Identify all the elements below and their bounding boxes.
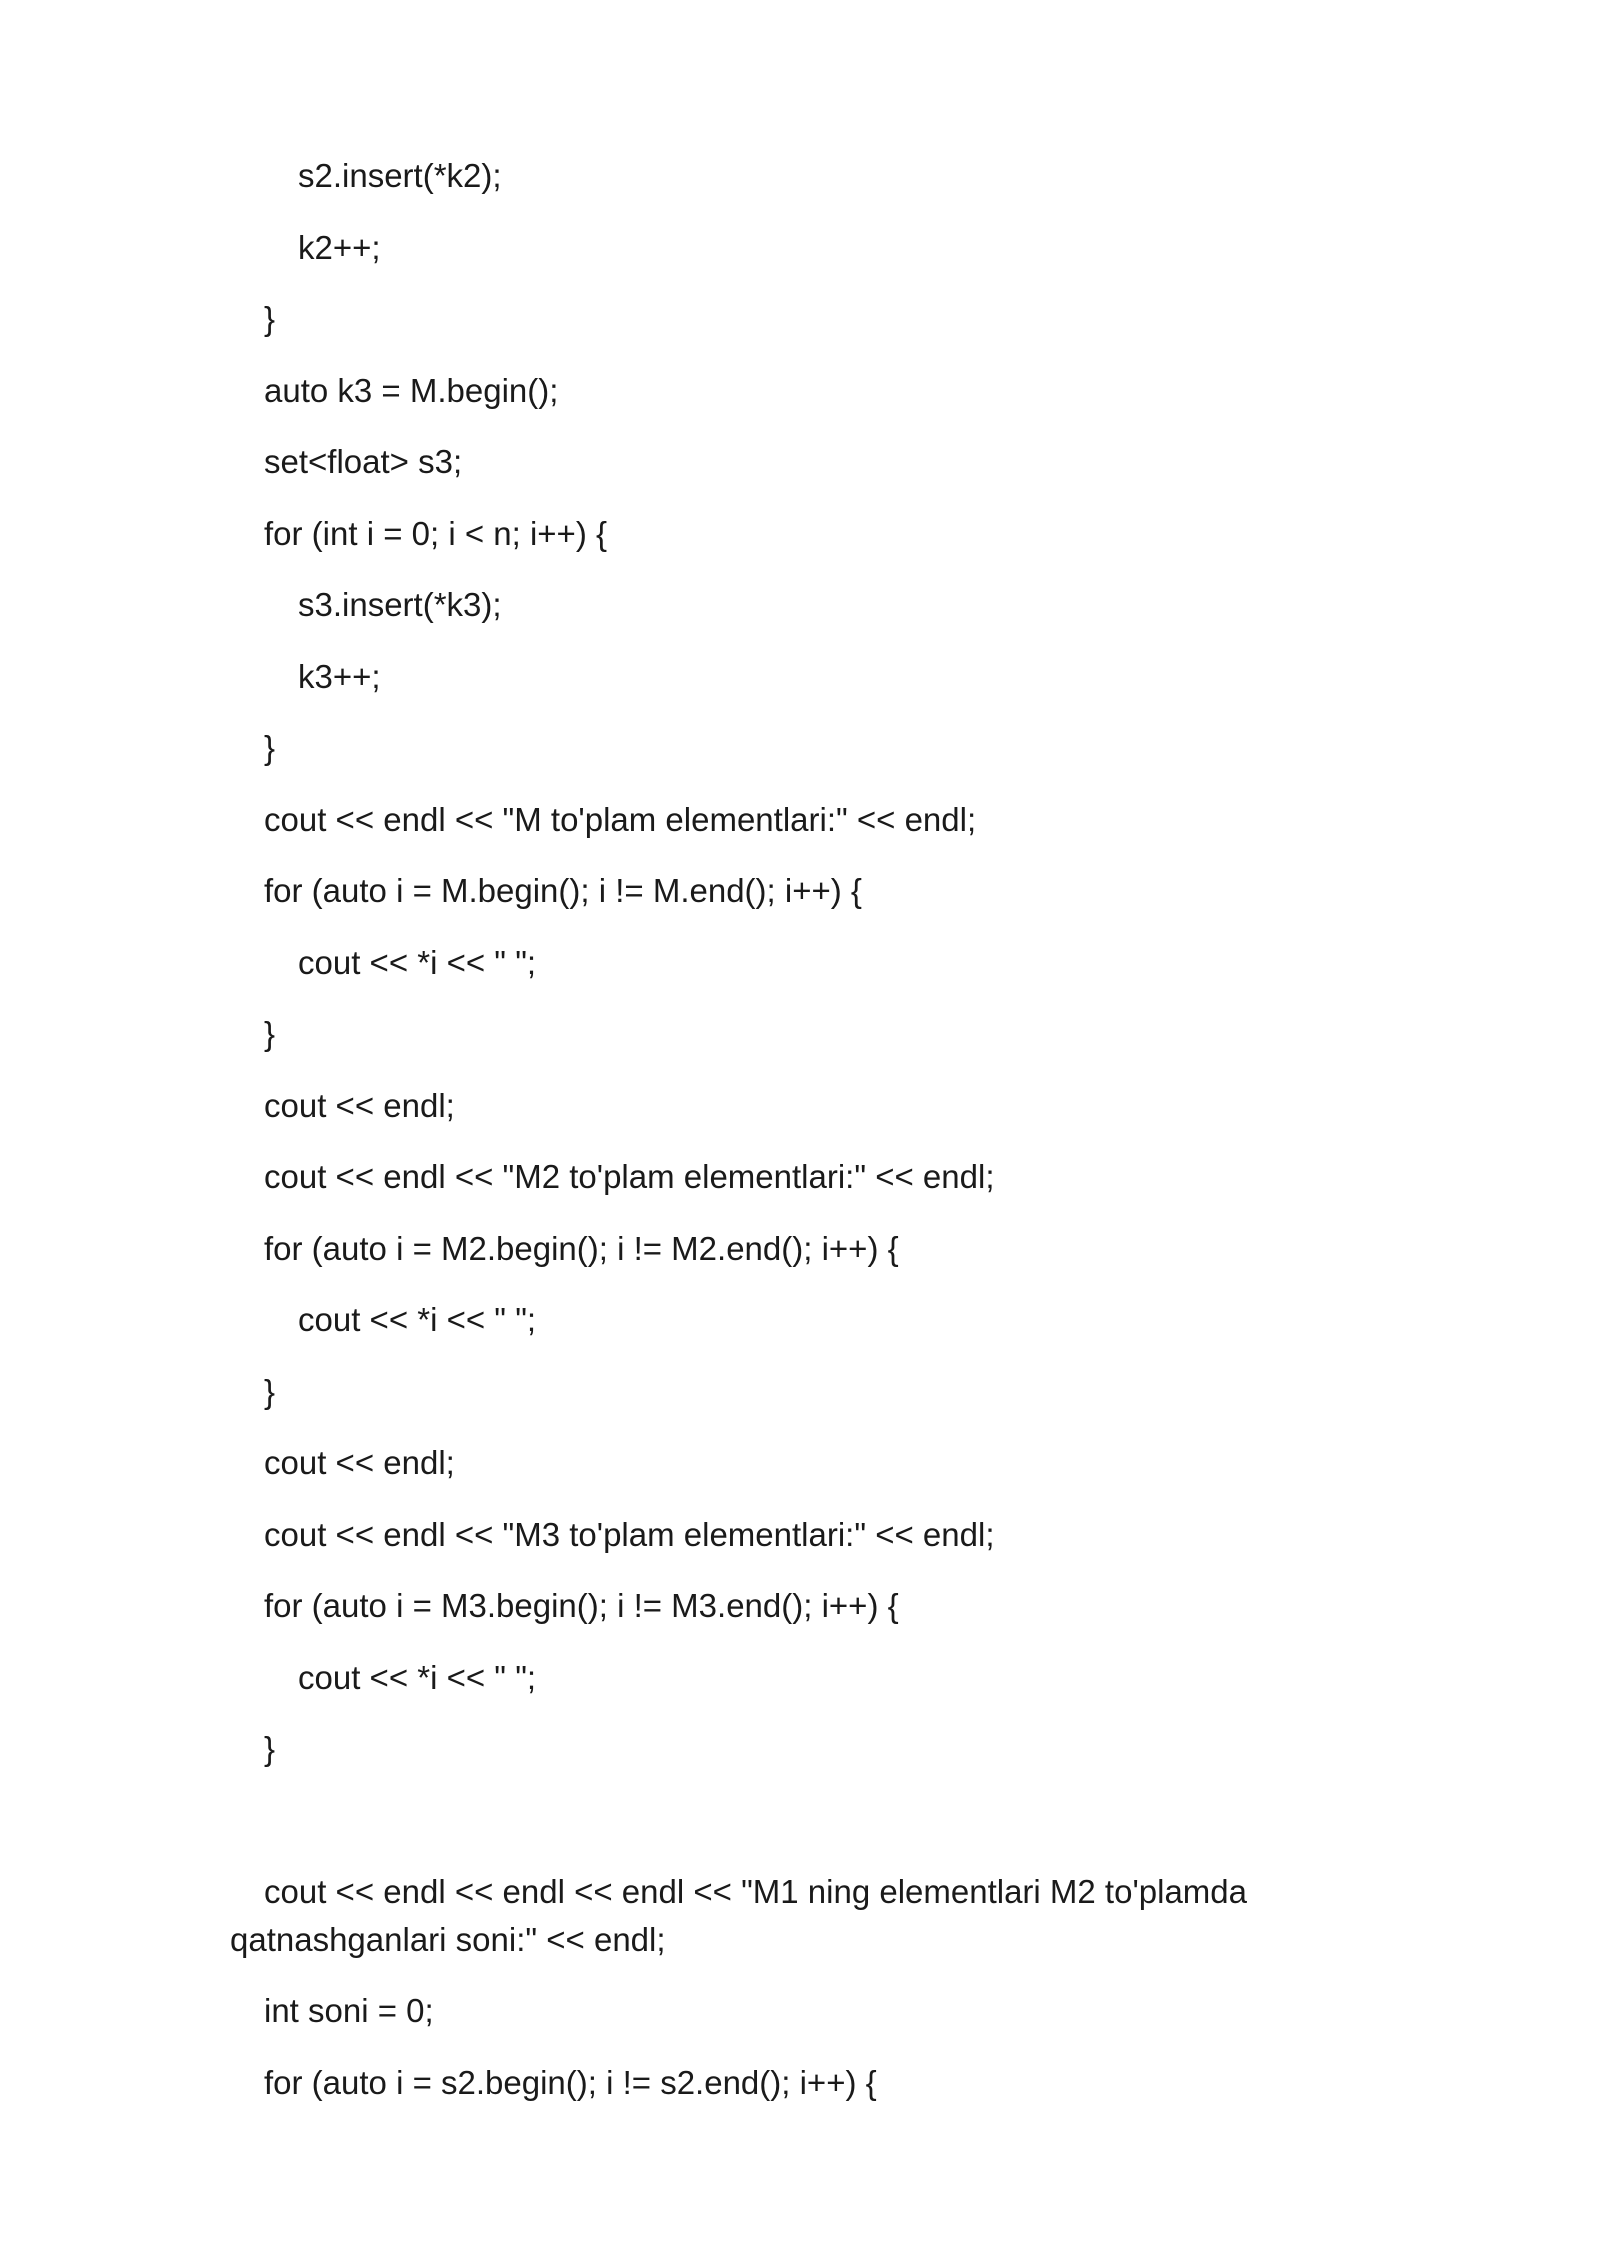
code-line: } bbox=[264, 729, 276, 766]
code-line: for (auto i = M.begin(); i != M.end(); i++) { bbox=[264, 872, 862, 909]
code-line: cout << endl; bbox=[264, 1444, 455, 1481]
code-line: s3.insert(*k3); bbox=[298, 586, 502, 623]
code-line: cout << endl << "M3 to'plam elementlari:" << endl; bbox=[264, 1516, 995, 1553]
code-line: s2.insert(*k2); bbox=[298, 157, 502, 194]
code-line: for (int i = 0; i < n; i++) { bbox=[264, 515, 608, 552]
code-line: } bbox=[264, 1730, 276, 1767]
code-line: cout << *i << " "; bbox=[298, 944, 537, 981]
code-line: for (auto i = M2.begin(); i != M2.end(); i++) { bbox=[264, 1230, 899, 1267]
code-line: k3++; bbox=[298, 658, 381, 695]
code-line: k2++; bbox=[298, 229, 381, 266]
code-line: cout << endl << endl << endl << "M1 ning elementlari M2 to'plamda bbox=[264, 1873, 1247, 1910]
code-line: } bbox=[264, 300, 276, 337]
code-line: cout << endl << "M to'plam elementlari:" << endl; bbox=[264, 801, 977, 838]
code-line: cout << *i << " "; bbox=[298, 1301, 537, 1338]
code-line: qatnashganlari soni:" << endl; bbox=[230, 1921, 666, 1958]
code-line: } bbox=[264, 1373, 276, 1410]
code-line: auto k3 = M.begin(); bbox=[264, 372, 559, 409]
code-line: } bbox=[264, 1015, 276, 1052]
code-line: for (auto i = M3.begin(); i != M3.end(); i++) { bbox=[264, 1587, 899, 1624]
code-line: int soni = 0; bbox=[264, 1992, 434, 2029]
code-line: set<float> s3; bbox=[264, 443, 463, 480]
code-line: cout << endl << "M2 to'plam elementlari:" << endl; bbox=[264, 1158, 995, 1195]
code-line: cout << *i << " "; bbox=[298, 1659, 537, 1696]
code-line: cout << endl; bbox=[264, 1087, 455, 1124]
code-line: for (auto i = s2.begin(); i != s2.end(); i++) { bbox=[264, 2064, 877, 2101]
